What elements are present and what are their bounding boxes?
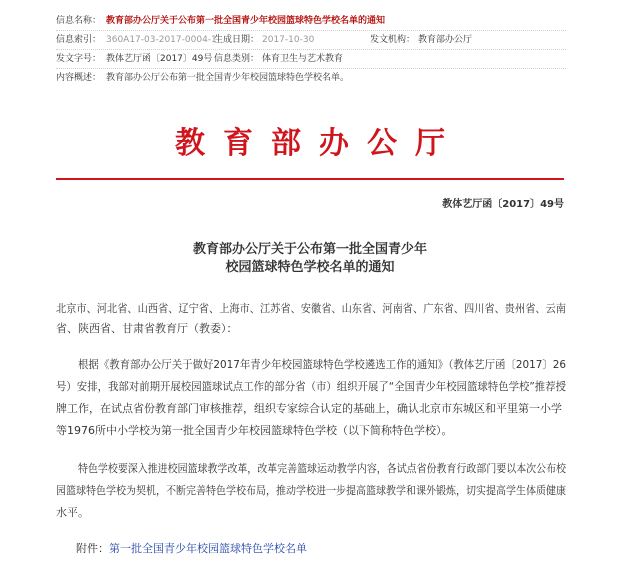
meta-row-index xyxy=(0,33,620,48)
paragraph-1-line-1: 根据《教育部办公厅关于做好2017年青少年校园篮球特色学校遴选工作的通知》（教体艺厅函〔2017〕26 xyxy=(78,358,566,371)
paragraph-2-line-1: 特色学校要深入推进校园篮球教学改革，改革完善篮球运动教学内容，各试点省份教育行政部门要以本次公布校 xyxy=(78,462,566,475)
meta-index-value: 360A17-03-2017-0004-1 xyxy=(106,35,217,45)
meta-category-label: 信息类别： xyxy=(214,54,260,64)
meta-title-label: 信息名称： xyxy=(56,16,102,26)
recipients-line-1: 北京市、河北省、山西省、辽宁省、上海市、江苏省、安徽省、山东省、河南省、广东省、四川省、贵州省、云南 xyxy=(56,302,566,315)
meta-date-label: 生成日期： xyxy=(214,35,260,45)
meta-row-docno xyxy=(0,52,620,67)
meta-row-summary xyxy=(0,71,620,86)
meta-separator xyxy=(56,49,566,50)
meta-separator xyxy=(56,30,566,31)
recipients-line-2: 省、陕西省、甘肃省教育厅（教委）： xyxy=(56,322,238,335)
document-number: 教体艺厅函〔2017〕49号 xyxy=(442,199,564,210)
meta-date-value: 2017-10-30 xyxy=(262,35,315,45)
document-title-line-2: 校园篮球特色学校名单的通知 xyxy=(225,260,395,275)
attachment-link[interactable]: 第一批全国青少年校园篮球特色学校名单 xyxy=(109,542,307,555)
meta-issuer-value: 教育部办公厅 xyxy=(418,35,473,45)
meta-docno-label: 发文字号： xyxy=(56,54,102,64)
meta-row-title xyxy=(0,14,620,29)
letterhead-red-rule xyxy=(56,178,564,180)
meta-summary-value: 教育部办公厅公布第一批全国青少年校园篮球特色学校名单。 xyxy=(106,73,350,83)
attachment-label: 附件： xyxy=(76,542,109,555)
meta-title-value: 教育部办公厅关于公布第一批全国青少年校园篮球特色学校名单的通知 xyxy=(106,16,386,26)
meta-docno-value: 教体艺厅函〔2017〕49号 xyxy=(106,54,213,64)
org-letterhead-title: 教育部办公厅 xyxy=(175,126,463,161)
paragraph-1-line-3: 牌工作，在试点省份教育部门审核推荐，组织专家综合认定的基础上，确认北京市东城区和平里第一小学 xyxy=(56,402,562,415)
paragraph-1-line-4: 等1976所中小学校为第一批全国青少年校园篮球特色学校（以下简称特色学校）。 xyxy=(56,424,453,437)
meta-issuer-label: 发文机构： xyxy=(370,35,416,45)
paragraph-2-line-3: 水平。 xyxy=(56,506,89,519)
meta-index-label: 信息索引： xyxy=(56,35,102,45)
paragraph-1-line-2: 号）安排，我部对前期开展校园篮球试点工作的部分省（市）组织开展了“全国青少年校园篮球特色学校”推荐授 xyxy=(56,380,566,393)
paragraph-2-line-2: 园篮球特色学校为契机，不断完善特色学校布局，推动学校进一步提高篮球教学和课外锻炼，切实提高学生体质健康 xyxy=(56,484,566,497)
attachment-row xyxy=(76,540,307,556)
meta-separator xyxy=(56,68,566,69)
document-title-line-1: 教育部办公厅关于公布第一批全国青少年 xyxy=(192,242,427,257)
meta-category-value: 体育卫生与艺术教育 xyxy=(262,54,344,64)
meta-summary-label: 内容概述： xyxy=(56,73,102,83)
